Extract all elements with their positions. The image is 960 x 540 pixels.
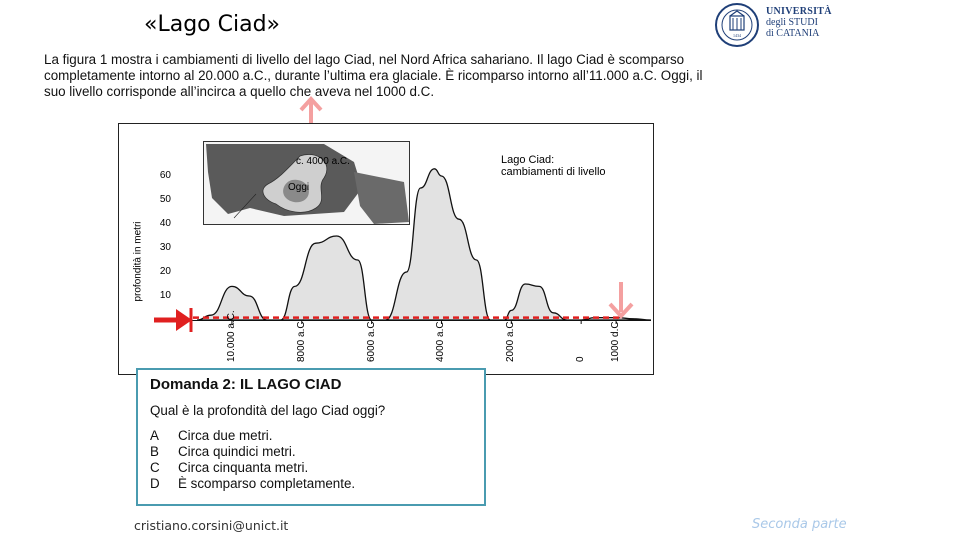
intro-text: La figura 1 mostra i cambiamenti di livello del lago Ciad, nel Nord Africa sahariano. Il lago Ciad è scomparso completamente intorno al 20.000 a.C., durante l’ultima era glaciale. È ricomparso intorno all’11.000 a.C. Oggi, il suo livello corrisponde all’incirca a quello che aveva nel 1000 d.C. (44, 52, 703, 99)
y-tick-label: 50 (159, 194, 171, 205)
y-tick-label: 60 (159, 170, 171, 181)
question-text: Qual è la profondità del lago Ciad oggi? (150, 403, 386, 418)
x-tick-label: 6000 a.C. (365, 318, 377, 362)
y-axis-label: profondità in metri (132, 221, 144, 302)
y-tick-label: 30 (159, 242, 171, 253)
answer-option[interactable] (150, 460, 472, 476)
option-text: Circa due metri. (178, 428, 273, 443)
map-label-today: Oggi (288, 182, 310, 193)
chart-legend-subtitle: cambiamenti di livello (501, 166, 606, 178)
y-tick-label: 10 (159, 290, 171, 301)
question-box (136, 368, 486, 506)
university-logo (714, 2, 834, 48)
logo-line3: di CATANIA (766, 28, 820, 39)
y-tick-label: 40 (159, 218, 171, 229)
question-heading: Domanda 2: IL LAGO CIAD (150, 376, 342, 393)
logo-line2: degli STUDI (766, 17, 818, 28)
arrow-right-icon (154, 306, 194, 334)
footer-email: cristiano.corsini@unict.it (134, 518, 289, 533)
x-tick-label: 0 (575, 356, 587, 362)
x-tick-label: 4000 a.C. (435, 318, 447, 362)
x-tick-label: 2000 a.C. (505, 318, 517, 362)
chart-legend-title: Lago Ciad: (501, 154, 555, 166)
footer-section-label: Seconda parte (752, 517, 847, 532)
y-tick-label: 20 (159, 266, 171, 277)
seal-year: 1434 (733, 33, 741, 38)
x-tick-label: 8000 a.C. (295, 318, 307, 362)
x-tick-label: 1000 d.C. (610, 318, 622, 362)
lake-map-inset (203, 141, 410, 225)
logo-line1: UNIVERSITÀ (766, 6, 832, 17)
chart-figure (118, 123, 654, 375)
option-letter: B (150, 444, 159, 459)
university-seal-icon (714, 2, 760, 48)
option-text: Circa cinquanta metri. (178, 460, 309, 475)
answer-option[interactable] (150, 476, 472, 492)
map-label-past: c. 4000 a.C. (296, 156, 350, 167)
slide-title: «Lago Ciad» (144, 12, 280, 37)
answer-option[interactable] (150, 428, 472, 444)
option-letter: A (150, 428, 159, 443)
option-text: Circa quindici metri. (178, 444, 296, 459)
x-tick-label: 10.000 a.C. (225, 310, 237, 362)
option-letter: D (150, 476, 160, 491)
option-letter: C (150, 460, 160, 475)
answer-option[interactable] (150, 444, 472, 460)
chart-legend (501, 154, 606, 178)
option-text: È scomparso completamente. (178, 476, 356, 491)
arrow-down-icon (606, 280, 636, 320)
